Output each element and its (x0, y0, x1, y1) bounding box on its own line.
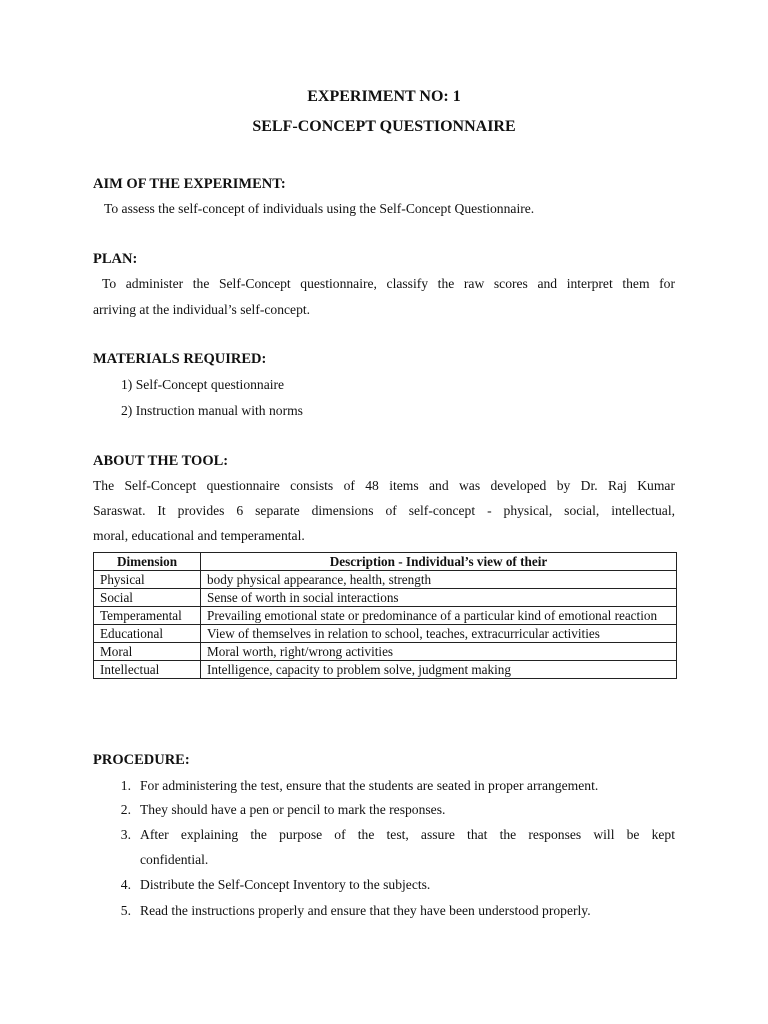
procedure-item-text: Read the instructions properly and ensure that they have been understood properly. (140, 903, 591, 918)
procedure-item-text: They should have a pen or pencil to mark the responses. (140, 802, 446, 817)
table-header-row (94, 553, 677, 571)
tool-text-line-1: The Self-Concept questionnaire consists of 48 items and was developed by Dr. Raj Kumar (93, 478, 675, 493)
description-cell: Sense of worth in social interactions (201, 589, 677, 607)
dimension-cell: Educational (94, 625, 201, 643)
experiment-subtitle: SELF-CONCEPT QUESTIONNAIRE (252, 118, 516, 135)
description-cell: Prevailing emotional state or predominance of a particular kind of emotional reaction (201, 607, 677, 625)
table-row (94, 625, 677, 643)
table-row (94, 607, 677, 625)
description-cell: Moral worth, right/wrong activities (201, 643, 677, 661)
table-row (94, 643, 677, 661)
materials-item-1: 1) Self-Concept questionnaire (121, 377, 285, 392)
materials-heading: MATERIALS REQUIRED: (93, 351, 267, 367)
plan-heading: PLAN: (93, 251, 138, 267)
tool-text-line-3: moral, educational and temperamental. (93, 528, 305, 543)
description-cell: body physical appearance, health, strength (201, 571, 677, 589)
tool-text-line-2: Saraswat. It provides 6 separate dimensions of self-concept - physical, social, intellectual, (93, 503, 675, 518)
procedure-item-text: After explaining the purpose of the test, assure that the responses will be kept (140, 827, 675, 842)
procedure-item-number: 4. (120, 877, 131, 892)
table-row (94, 661, 677, 679)
dimensions-table (93, 552, 677, 679)
procedure-item-number: 3. (120, 827, 131, 842)
procedure-heading: PROCEDURE: (93, 752, 190, 768)
table-row (94, 589, 677, 607)
tool-heading: ABOUT THE TOOL: (93, 453, 229, 469)
procedure-item-number: 5. (120, 903, 131, 918)
aim-heading: AIM OF THE EXPERIMENT: (93, 176, 286, 192)
column-header-description: Description - Individual’s view of their (201, 553, 677, 571)
procedure-item-number: 1. (120, 778, 131, 793)
procedure-item-text: confidential. (140, 852, 209, 867)
table-row (94, 571, 677, 589)
procedure-item-text: For administering the test, ensure that the students are seated in proper arrangement. (140, 778, 599, 793)
description-cell: Intelligence, capacity to problem solve, judgment making (201, 661, 677, 679)
dimension-cell: Physical (94, 571, 201, 589)
column-header-dimension: Dimension (94, 553, 201, 571)
experiment-title: EXPERIMENT NO: 1 (307, 88, 461, 105)
dimension-cell: Temperamental (94, 607, 201, 625)
procedure-item-text: Distribute the Self-Concept Inventory to the subjects. (140, 877, 431, 892)
description-cell: View of themselves in relation to school, teaches, extracurricular activities (201, 625, 677, 643)
plan-text-line-1: To administer the Self-Concept questionnaire, classify the raw scores and interpret them for (102, 276, 675, 291)
dimension-cell: Social (94, 589, 201, 607)
plan-text-line-2: arriving at the individual’s self-concept. (93, 302, 311, 317)
dimension-cell: Moral (94, 643, 201, 661)
materials-item-2: 2) Instruction manual with norms (121, 403, 303, 418)
procedure-item-number: 2. (120, 802, 131, 817)
aim-text: To assess the self-concept of individuals using the Self-Concept Questionnaire. (104, 201, 535, 216)
dimension-cell: Intellectual (94, 661, 201, 679)
